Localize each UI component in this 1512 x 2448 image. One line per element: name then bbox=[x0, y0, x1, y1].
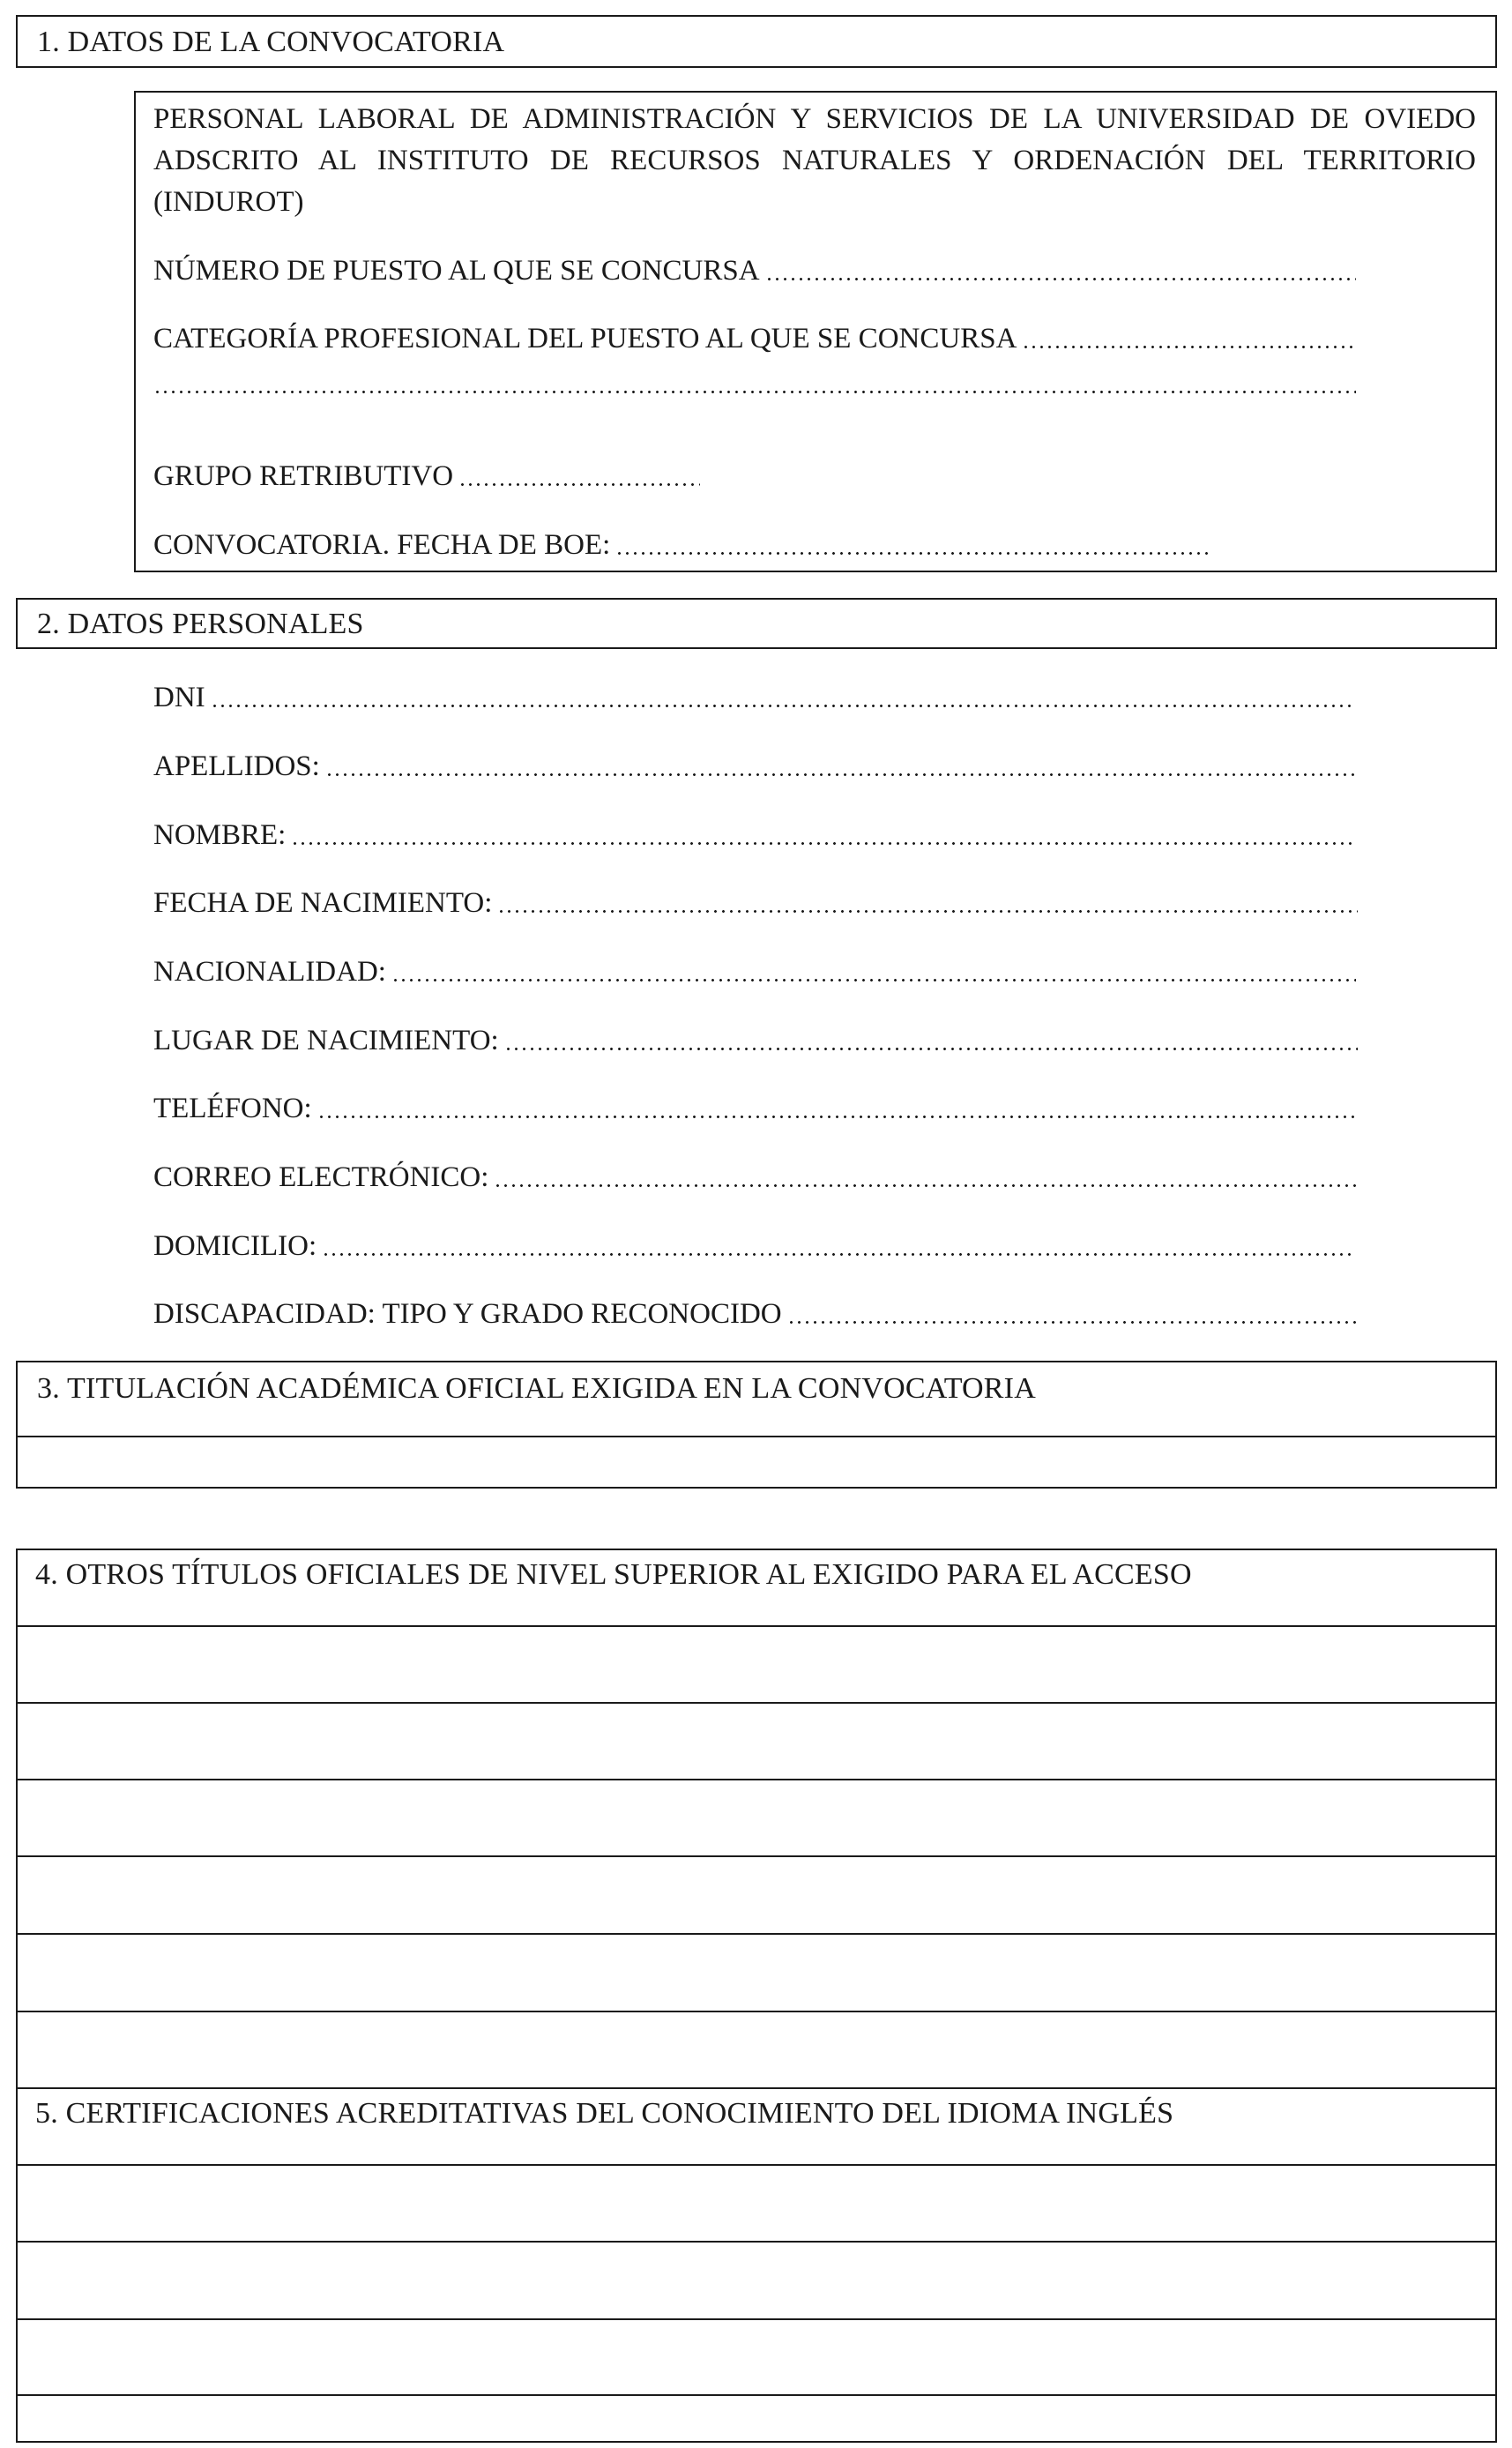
convocatoria-title bbox=[153, 99, 1476, 223]
fill-line bbox=[615, 552, 1208, 555]
fecha-nacimiento-label: FECHA DE NACIMIENTO: bbox=[153, 887, 493, 919]
convocatoria-boe-field[interactable] bbox=[153, 527, 1208, 563]
convocatoria-title-line3: (INDUROT) bbox=[153, 186, 304, 218]
nacionalidad-field[interactable] bbox=[153, 954, 1356, 989]
section5-entry-row-4[interactable] bbox=[18, 2396, 1495, 2441]
section4-entry-row-1[interactable] bbox=[18, 1627, 1495, 1702]
discapacidad-field[interactable] bbox=[153, 1296, 1358, 1332]
fill-line bbox=[153, 391, 1356, 393]
correo-label: CORREO ELECTRÓNICO: bbox=[153, 1161, 489, 1193]
section4-entry-row-2[interactable] bbox=[18, 1704, 1495, 1779]
convocatoria-boe-label: CONVOCATORIA. FECHA DE BOE: bbox=[153, 529, 611, 561]
grupo-field[interactable] bbox=[153, 459, 700, 494]
section2-header-box bbox=[16, 598, 1497, 649]
fill-line bbox=[317, 1116, 1354, 1118]
categoria-continuation-field[interactable] bbox=[153, 391, 1356, 401]
fill-line bbox=[325, 773, 1354, 776]
section3-entry-row[interactable] bbox=[18, 1437, 1495, 1487]
fill-line bbox=[322, 1253, 1354, 1256]
correo-field[interactable] bbox=[153, 1160, 1356, 1195]
convocatoria-title-line2: ADSCRITO AL INSTITUTO DE RECURSOS NATURALES Y ORDENACIÓN DEL TERRITORIO bbox=[153, 145, 1476, 176]
apellidos-label: APELLIDOS: bbox=[153, 750, 320, 782]
section4-header: 4. OTROS TÍTULOS OFICIALES DE NIVEL SUPERIOR AL EXIGIDO PARA EL ACCESO bbox=[35, 1558, 1192, 1591]
section1-header-box bbox=[16, 15, 1497, 68]
section5-entry-row-3[interactable] bbox=[18, 2320, 1495, 2395]
fill-line bbox=[787, 1321, 1358, 1324]
fill-line bbox=[211, 705, 1356, 707]
domicilio-label: DOMICILIO: bbox=[153, 1230, 317, 1262]
section4-entry-row-3[interactable] bbox=[18, 1780, 1495, 1855]
nacionalidad-label: NACIONALIDAD: bbox=[153, 956, 386, 988]
telefono-field[interactable] bbox=[153, 1091, 1354, 1126]
section5-entry-row-2[interactable] bbox=[18, 2243, 1495, 2317]
nombre-label: NOMBRE: bbox=[153, 819, 287, 851]
categoria-field[interactable] bbox=[153, 321, 1356, 356]
lugar-nacimiento-field[interactable] bbox=[153, 1023, 1358, 1058]
numero-puesto-label: NÚMERO DE PUESTO AL QUE SE CONCURSA bbox=[153, 255, 760, 287]
telefono-label: TELÉFONO: bbox=[153, 1093, 312, 1124]
fill-line bbox=[1022, 346, 1356, 348]
section4-entry-row-4[interactable] bbox=[18, 1857, 1495, 1932]
domicilio-field[interactable] bbox=[153, 1228, 1354, 1264]
section1-header: 1. DATOS DE LA CONVOCATORIA bbox=[37, 26, 505, 58]
fill-line bbox=[458, 483, 700, 486]
section2-header: 2. DATOS PERSONALES bbox=[37, 608, 364, 640]
section4-entry-row-6[interactable] bbox=[18, 2012, 1495, 2086]
discapacidad-label: DISCAPACIDAD: TIPO Y GRADO RECONOCIDO bbox=[153, 1298, 782, 1330]
apellidos-field[interactable] bbox=[153, 749, 1354, 784]
section4-entry-row-5[interactable] bbox=[18, 1935, 1495, 2010]
grupo-label: GRUPO RETRIBUTIVO bbox=[153, 460, 454, 492]
fill-line bbox=[391, 979, 1356, 981]
fecha-nacimiento-field[interactable] bbox=[153, 885, 1358, 921]
fill-line bbox=[504, 1048, 1358, 1050]
section5-header: 5. CERTIFICACIONES ACREDITATIVAS DEL CONOCIMIENTO DEL IDIOMA INGLÉS bbox=[35, 2097, 1174, 2130]
lugar-nacimiento-label: LUGAR DE NACIMIENTO: bbox=[153, 1025, 499, 1056]
table-divider bbox=[16, 2087, 1497, 2089]
section5-entry-row-1[interactable] bbox=[18, 2166, 1495, 2240]
fill-line bbox=[765, 278, 1356, 280]
nombre-field[interactable] bbox=[153, 817, 1354, 853]
section3-header: 3. TITULACIÓN ACADÉMICA OFICIAL EXIGIDA EN LA CONVOCATORIA bbox=[37, 1372, 1036, 1405]
convocatoria-title-line1: PERSONAL LABORAL DE ADMINISTRACIÓN Y SERVICIOS DE LA UNIVERSIDAD DE OVIEDO bbox=[153, 103, 1476, 135]
categoria-label: CATEGORÍA PROFESIONAL DEL PUESTO AL QUE SE CONCURSA bbox=[153, 323, 1017, 355]
fill-line bbox=[494, 1184, 1356, 1187]
numero-puesto-field[interactable] bbox=[153, 253, 1356, 288]
fill-line bbox=[291, 842, 1354, 845]
fill-line bbox=[497, 910, 1358, 913]
dni-label: DNI bbox=[153, 682, 205, 713]
dni-field[interactable] bbox=[153, 680, 1356, 715]
